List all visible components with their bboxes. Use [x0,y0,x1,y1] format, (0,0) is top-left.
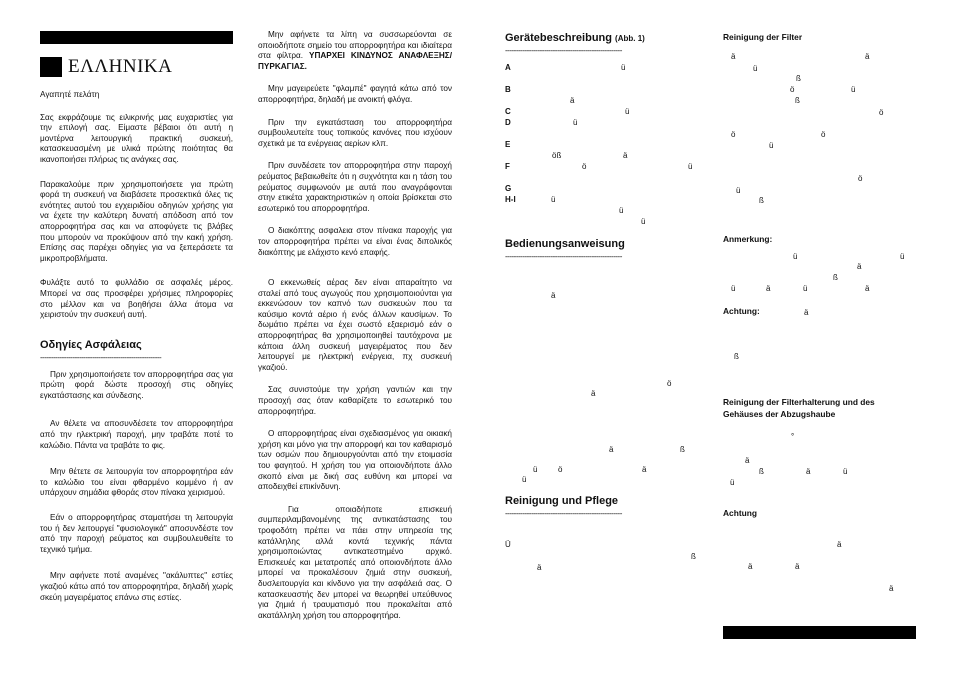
part-label: A [505,63,511,72]
text-fragment: ü [619,206,624,215]
housing-cleaning-text [723,432,916,502]
language-title: ΕΛΛΗΝΙΚΑ [68,56,173,77]
text-fragment: ä [865,52,870,61]
safety-item: Αν θέλετε να αποσυνδέσετε τον απορροφητήρα από την ηλεκτρική παροχή, μην τραβάτε ποτέ το καλώδιο. Πάντα να τραβάτε το φις. [40,419,233,450]
text-fragment: ö [582,162,587,171]
description-row [505,173,698,184]
description-row [505,129,698,140]
text-fragment: ° [791,432,795,441]
text-fragment: ä [795,562,800,571]
safety-item: Μην θέτετε σε λειτουργία τον απορροφητήρα εάν το καλώδιο του είναι φθαρμένο κομμένο ή αν υπάρχουν σημάδια φθοράς στον πίνακα χειρισμού. [40,467,233,498]
text-fragment: ö [558,465,563,474]
note-text [723,248,916,300]
cleaning-care-title: Reinigung und Pflege [505,495,619,507]
text-fragment: ü [736,186,741,195]
bottom-black-bar [723,626,916,639]
text-fragment: ß [796,74,801,83]
text-fragment: ä [731,52,736,61]
top-black-bar [40,31,233,44]
text-fragment: ä [804,308,809,317]
text-fragment: ü [625,107,630,116]
grease-warning-text: Μην αφήνετε τα λίπη να συσσωρεύονται σε οποιοδήποτε σημείο του απορροφητήρα και ιδιαίτερα στα φίλτρα. [258,30,452,61]
greek-column-2 [258,30,452,633]
description-row [505,184,698,195]
text-fragment: ä [623,151,628,160]
greek-column-1 [40,28,233,615]
text-fragment: ü [900,252,905,261]
text-fragment: ä [837,540,842,549]
text-fragment: ö [667,379,672,388]
fire-hazard-text: ΥΠΑΡΧΕΙ ΚΙΝΔΥΝΟΣ ΑΝΑΦΛΕΞΗΣ/ΠΥΡΚΑΓΙΑΣ. [258,51,452,71]
german-column-3 [505,32,698,576]
filter-cleaning-title: Reinigung der Filter [723,32,803,42]
description-row [505,107,698,118]
text-fragment: ü [621,63,626,72]
text-fragment: ä [745,456,750,465]
text-fragment: ü [551,195,556,204]
part-label: D [505,118,511,127]
repair-note: Για οποιαδήποτε επισκευή συμπεριλαμβανομένης της αντικατάστασης του τροφοδότη πρέπει να πάει στην υπηρεσία της κατάλληλης αλλά κοντά τεχνικής πάντα χρησιμοποιώντας αντικατεστημένο αρχικό. Επισκευές και μετατροπές από οποιονδήποτε άλλο μπορεί να προκαλέσουν ζημιά στην συσκευή, δυσλειτουργία και κίνδυνο για την ασφάλειά σας. Ο κατασκευαστής δεν μπορεί να θεωρηθεί υπεύθυνος για ζημιά ή τραυματισμό που προκαλείται από ακατάλληλη χρήση του απορροφητήρα. [258,504,452,620]
description-row [505,151,698,162]
text-fragment: ä [889,584,894,593]
text-fragment: ä [865,284,870,293]
part-label: C [505,107,511,116]
keep-booklet-paragraph: Φυλάξτε αυτό το φυλλάδιο σε ασφαλές μέρος. Μπορεί να σας προσφέρει χρήσιμες πληροφορίες στο μέλλον και να βοηθήσει άλλα άτομα να χειριστούν την συσκευή αυτή. [40,278,233,320]
part-label: H-I [505,195,516,204]
part-label: B [505,85,511,94]
text-fragment: ä [642,465,647,474]
language-marker-box [40,57,62,77]
section-divider: ------------------------------------------------------ [505,46,622,55]
part-label: E [505,140,511,149]
text-fragment: ä [806,467,811,476]
part-label: G [505,184,512,193]
gloves-note: Σας συνιστούμε την χρήση γαντιών και την προσοχή σας όταν καθαρίζετε το εσωτερικό του απορροφητήρα. [258,385,452,416]
section-divider: -------------------------------------------------------- [40,352,162,362]
safety-item: Εάν ο απορροφητήρας σταματήσει τη λειτουργία του ή δεν λειτουργεί "φυσιολογικά" αποσυνδέστε τον από την παροχή ρεύματος και συμβουλευθείτε το τεχνικό τμήμα. [40,513,233,554]
text-fragment: ü [731,284,736,293]
ventilation-note: Ο εκκενωθείς αέρας δεν είναι απαραίτητο να σταλεί από τους αγωγούς που χρησιμοποιούνται για εκκενώσουν τον καπνό των συσκευών που τα καύσιμο κοντά αέριο ή ενός άλλων καυσίμων. Το δωμάτιο πρέπει να έχει σωστό εξαερισμό εάν ο απορροφητήρας θα χρησιμοποιηθεί ταυτόχρονα με κάποια άλλη συσκευή μαγειρέματος που δεν λειτουργεί με ηλεκτρική ενέργεια, πχ συσκευή γκαζιού. [258,278,452,372]
text-fragment: ß [734,352,739,361]
german-column-4 [723,32,916,602]
attention-text [723,308,916,396]
text-fragment: ü [641,217,646,226]
text-fragment: ß [795,96,800,105]
operating-instructions-title: Bedienungsanweisung [505,238,625,250]
text-fragment: ä [551,291,556,300]
description-row [505,85,698,96]
description-row [505,74,698,85]
text-fragment: ü [793,252,798,261]
housing-cleaning-title: Reinigung der Filterhalterung und des Gehäuses der Abzugshaube [723,397,875,419]
note-title: Anmerkung: [723,234,773,244]
read-instructions-paragraph: Παρακαλούμε πριν χρησιμοποιήσετε για πρώτη φορά τη συσκευή να διαβάσετε προσεκτικά όλες τις ενότητες αυτού του εγχειριδίου οδηγιών χρήσης για να έχετε την καλύτερη δυνατή απόδοση από τον απορροφητήρα σας και να αποφύγετε τις βλάβες που μπορούν να προκύψουν από την κακή χρήση. Επίσης σας παρέχει οδηγίες για να ξεπεράσετε τα μικροπροβλήματα. [40,179,233,263]
text-fragment: ü [851,85,856,94]
description-row [505,162,698,173]
flambe-warning: Μην μαγειρεύετε "φλαμπέ" φαγητά κάτω από τον απορροφητήρα, δηλαδή με ανοικτή φλόγα. [258,84,452,104]
text-fragment: ß [680,445,685,454]
text-fragment: ü [803,284,808,293]
operating-instructions-text [505,269,698,487]
switch-note: Ο διακόπτης ασφαλεια στον πίνακα παροχής για τον απορροφητήρα πρέπει να είναι ένας διπολικός διακόπτης με ελάχιστο κενό επαφής. [258,226,452,257]
text-fragment: ö [790,85,795,94]
text-fragment: ß [691,552,696,561]
device-description-list [505,63,698,228]
text-fragment: ü [843,467,848,476]
text-fragment: ä [748,562,753,571]
description-row [505,63,698,74]
text-fragment: ü [769,141,774,150]
text-fragment: ü [533,465,538,474]
text-fragment: ö [879,108,884,117]
language-heading [40,56,233,78]
intro-paragraph: Σας εκφράζουμε τις ειλικρινής μας ευχαριστίες για την επιλογή σας. Είμαστε βέβαιοι ότι αυτή η μοντέρνα λειτουργική πρακτική συσκευή, κατασκευασμένη με υλικά πρώτης ποιότητας θα ικανοποιήσει πλήρως τις ανάγκες σας. [40,112,233,164]
text-fragment: ä [857,262,862,271]
description-row [505,140,698,151]
attention-title-2: Achtung [723,508,757,518]
text-fragment: ü [688,162,693,171]
text-fragment: ö [858,174,863,183]
text-fragment: ß [833,273,838,282]
attention-text-2 [723,522,916,602]
text-fragment: ß [759,196,764,205]
description-row [505,217,698,228]
text-fragment: ä [591,389,596,398]
text-fragment: ü [753,64,758,73]
grease-warning [258,30,452,72]
description-row [505,195,698,206]
installation-rules: Πριν την εγκατάσταση του απορροφητήρα συμβουλευτείτε τους τοπικούς κανόνες που ισχύουν σχετικά με τα ενέργειας αερίων κλπ. [258,117,452,148]
device-description-title: Gerätebeschreibung (Abb. 1) [505,32,645,44]
description-row [505,206,698,217]
filter-cleaning-text [723,46,916,226]
text-fragment: ß [759,467,764,476]
cleaning-care-text [505,526,698,576]
text-fragment: ü [522,475,527,484]
text-fragment: ü [573,118,578,127]
section-divider: ------------------------------------------------------ [505,509,622,518]
text-fragment: Ü [505,540,511,549]
safety-title: Οδηγίες Ασφάλειας [40,338,142,351]
safety-item: Πριν χρησιμοποιήσετε τον απορροφητήρα σας για πρώτη φορά δώστε προσοχή στις οδηγίες εγκατάστασης και σύνδεσης. [40,369,233,400]
text-fragment: ä [537,563,542,572]
section-divider: ------------------------------------------------------ [505,252,622,261]
description-row [505,118,698,129]
text-fragment: öß [552,151,562,160]
text-fragment: ä [570,96,575,105]
text-fragment: ä [766,284,771,293]
power-supply-note: Πριν συνδέσετε τον απορροφητήρα στην παροχή ρεύματος βεβαιωθείτε ότι η συχνότητα και η τάση του ρεύματος συμφωνούν με αυτά που αναγράφονται στην ετικέτα χαρακτηριστικών η οποία βρίσκεται στο εσωτερικό του απορροφητήρα. [258,161,452,213]
part-label: F [505,162,510,171]
text-fragment: ö [731,130,736,139]
text-fragment: ö [821,130,826,139]
text-fragment: ü [730,478,735,487]
household-use-note: Ο απορροφητήρας είναι σχεδιασμένος για οικιακή χρήση και μόνο για την απορροφή και τον καθαρισμό των οσμών που δημιουργούνται από την ετοιμασία του φαγητού. Η χρήση του για οποιονδήποτε άλλο σκοπό είναι με δική σας ευθύνη και μπορεί να αποδειχθεί επικίνδυνη. [258,429,452,492]
attention-title: Achtung: [723,306,760,316]
safety-item: Μην αφήνετε ποτέ αναμένες "ακάλυπτες" εστίες γκαζιού κάτω από τον απορροφητήρα, δηλαδή χωρίς σκεύη μαγειρέματος επάνω στις εστίες. [40,571,233,602]
greeting: Αγαπητέ πελάτη [40,90,100,99]
text-fragment: ä [609,445,614,454]
description-row [505,96,698,107]
